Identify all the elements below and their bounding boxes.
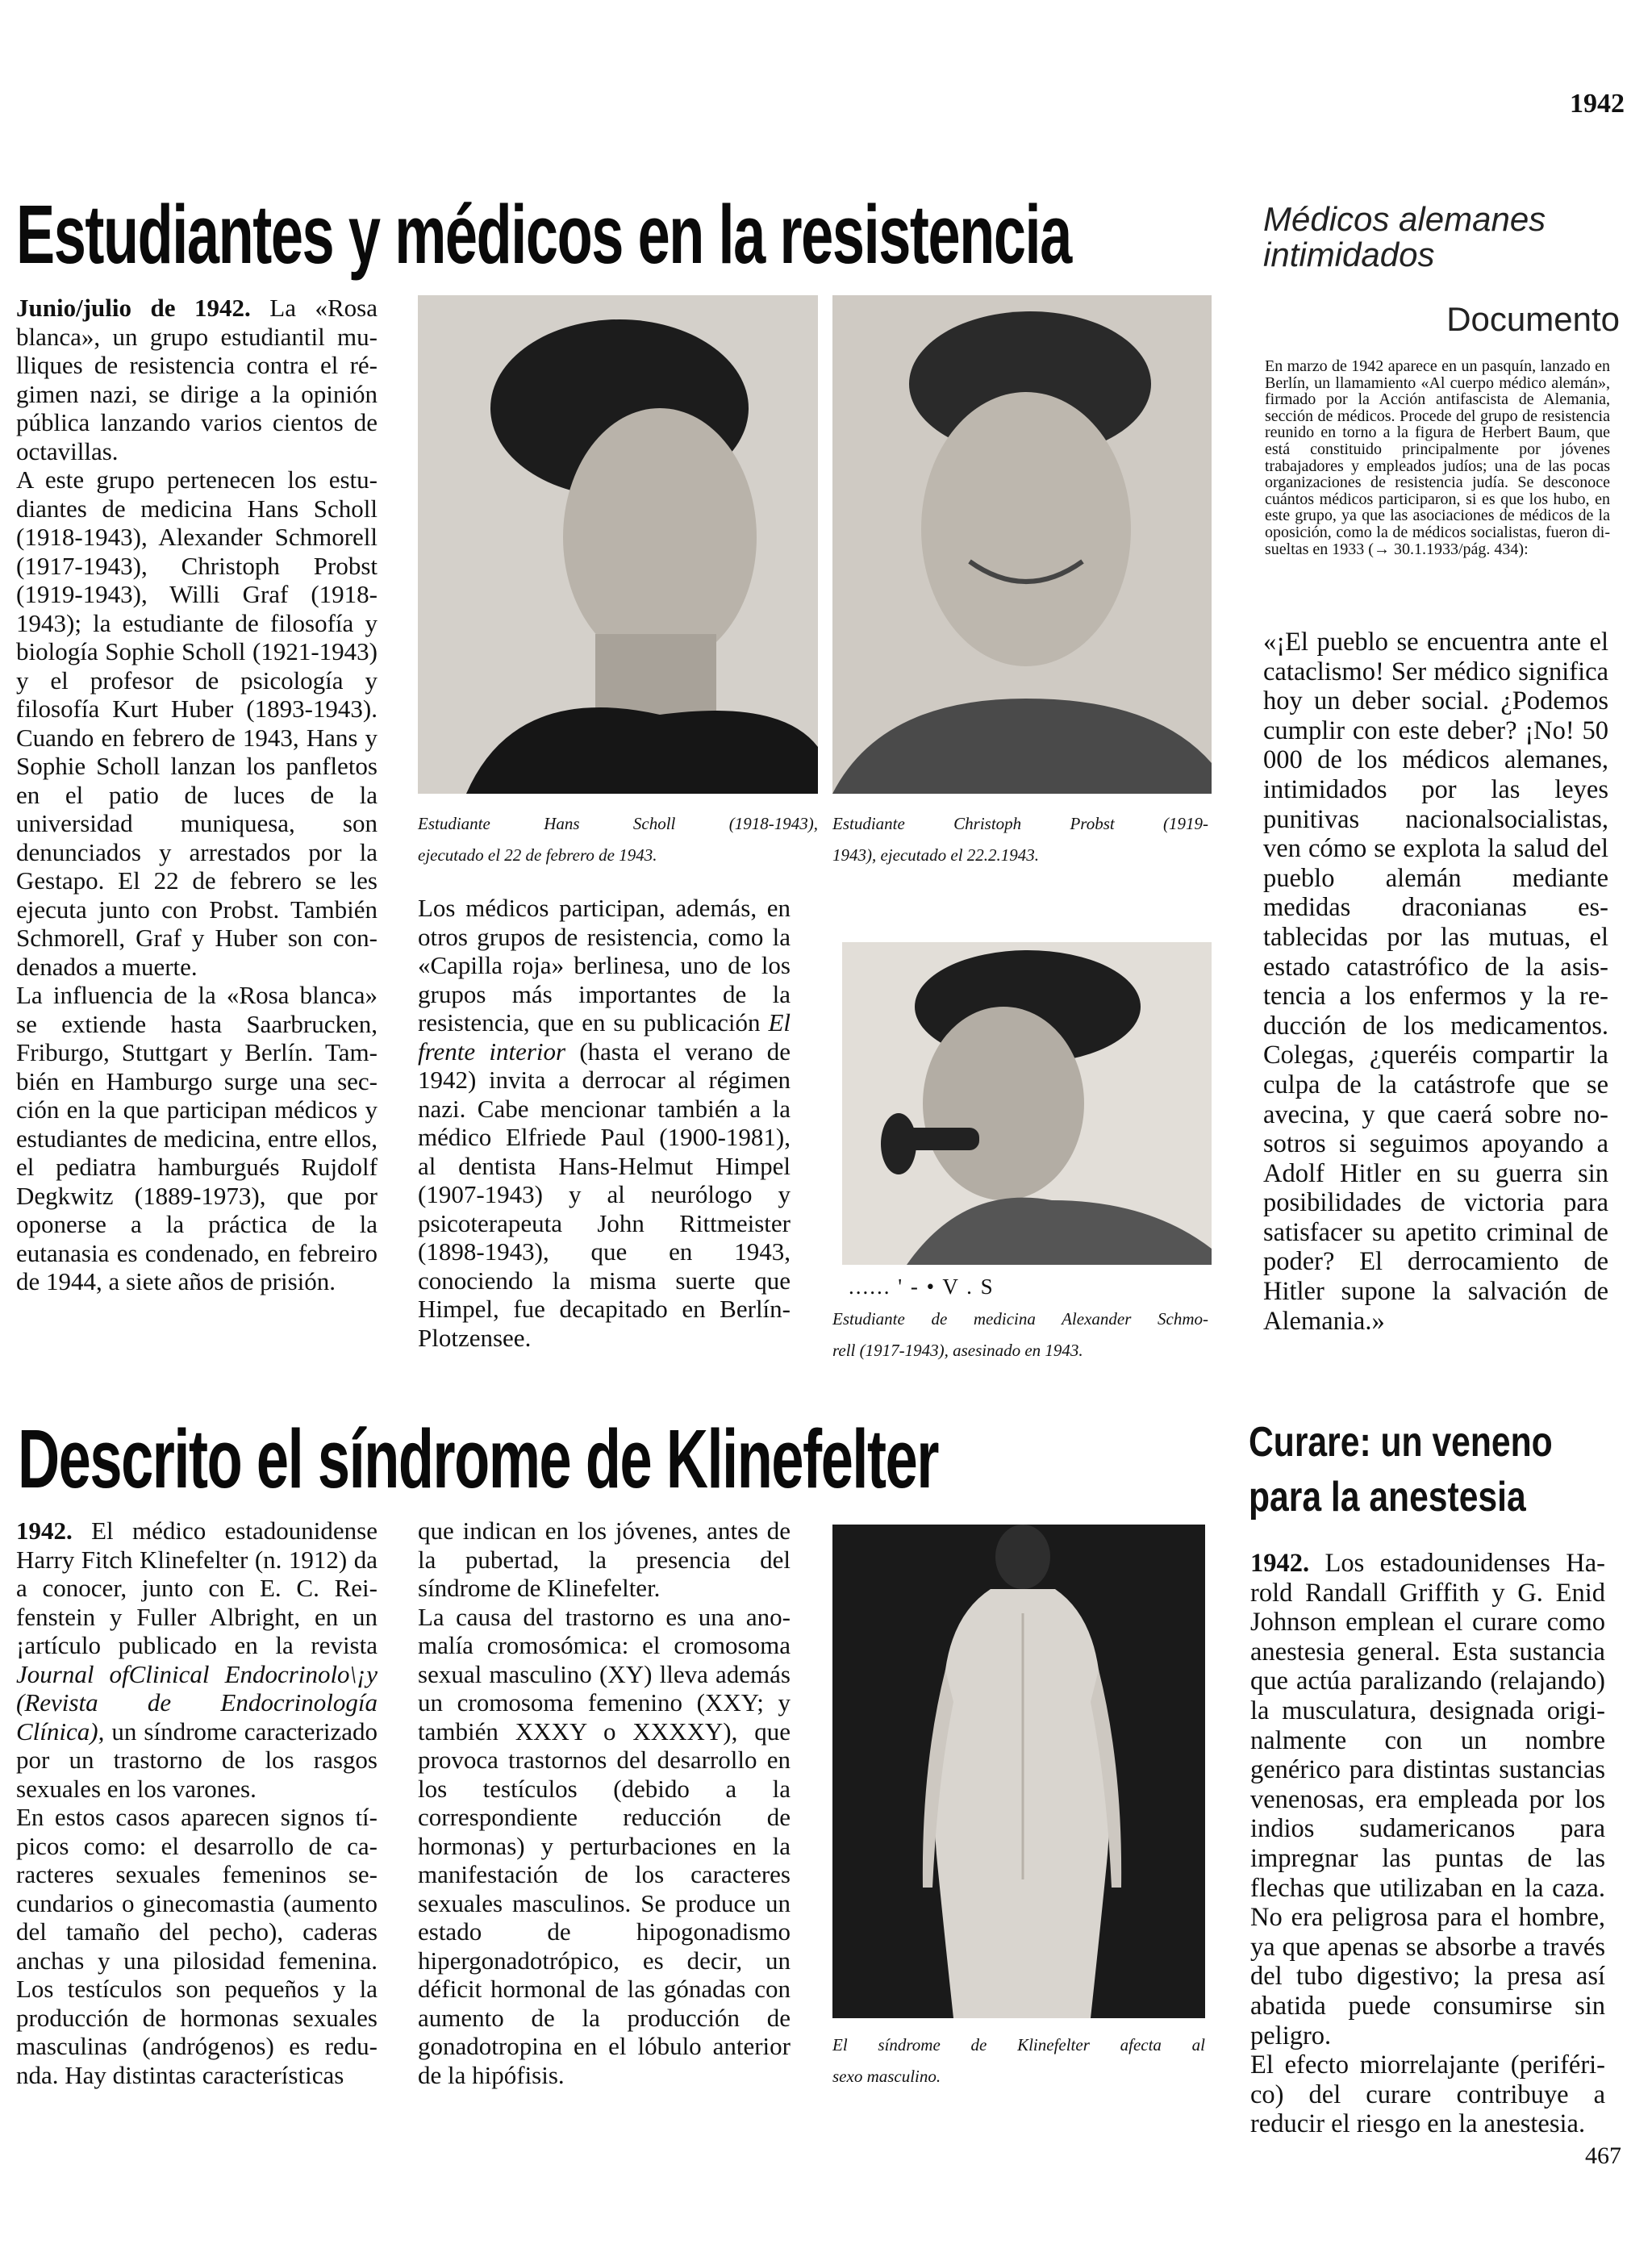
caption-alexander-schmorell [832,1304,1208,1366]
article1-para1 [16,294,378,465]
year-header: 1942 [1570,89,1625,119]
sidebar2-p1-text: Los estadounidenses Harold Randall Griffith y G. Enid Johnson emplean el curare como anestesia general. Esta sustancia que actúa paralizando (relajando) la musculatura, designada originalmente con un nombre genérico para distintas sustancias venenosas, era empleada por los indios sudamericanos para impregnar las puntas de las flechas que utilizaban en la caza. No era peligrosa para el hombre, ya que apenas se absorbe a través del tubo digestivo; la presa así abatida puede consumirse sin peligro. [1250,1549,1605,2050]
article2-title: Descrito el síndrome de Klinefelter [18,1412,939,1505]
article1-col2-em: El frente interior [418,1008,791,1066]
article1-title: Estudiantes y médicos en la resistencia [16,188,1071,281]
sidebar2-title [1249,1415,1553,1525]
article1-para1-text: La «Rosa blanca», un grupo estudiantil mulliques de resistencia contra el régimen nazi, se dirige a la opinión pública lanzando varios cientos de octavillas. [16,294,378,465]
caption-schmorell-line2: rell (1917-1943), asesinado en 1943. [832,1341,1083,1360]
article2-column1 [16,1516,378,2089]
caption-christoph-probst [832,808,1208,871]
sidebar2-body [1250,1549,1605,2139]
photo-hans-scholl [418,295,818,794]
sidebar1-title-line2: intimidados [1263,236,1435,273]
sidebar1-quote: «¡El pueblo se encuentra ante el cataclismo! Ser médico significa hoy un deber social. ¿Podemos cumplir con este deber? ¡No! 50 000 de los médicos alemanes, intimidados por las leyes punitivas nacionalsocialistas, ven cómo se explota la salud del pueblo alemán mediante medidas draconianas establecidas por las mutuas, el estado catastrófico de la asistencia a los enfermos y la reducción de los medicamentos. Colegas, ¿queréis compartir la culpa de la catástrofe que se avecina, y que caerá sobre nosotros si seguimos apoyando a Adolf Hitler en su guerra sin posibilidades de victoria para satisfacer su apetito criminal de poder? El derrocamiento de Hitler supone la salvación de Alemania.» [1263,628,1608,1336]
caption-hans-scholl-line2: ejecutado el 22 de febrero de 1943. [418,845,657,865]
article1-column2-para [418,894,791,1352]
caption-hans-scholl-line1: Estudiante Hans Scholl (1918-1943), [418,814,818,833]
article2-para2: En estos casos aparecen signos típicos como: el desarrollo de caracteres sexuales femeninos secundarios o ginecomastia (aumento del tamaño del pecho), caderas anchas y una pilosidad femenina. Los testículos son pequeños y la producción de hormonas sexuales masculinas (andrógenos) es redunda. Hay distintas características [16,1803,378,2089]
article1-column1 [16,294,378,1296]
caption-klinefelter [832,2029,1205,2092]
arrow-icon: → [1373,540,1390,558]
article2-lead-date: 1942. [16,1516,73,1545]
article1-column2 [418,894,791,1352]
article2-column2 [418,1516,791,2089]
sidebar1-intro-ref: 30.1.1933/pág. 434): [1389,540,1529,558]
sidebar2-title-line2: para la anestesia [1249,1474,1526,1521]
article1-col2-b: (hasta el verano de 1942) invita a derrocar al régimen nazi. Cabe mencionar también a la médico Elfriede Paul (1900-1981), al dentista Hans-Helmut Himpel (1907-1943) y al neurólogo y psicoterapeuta John Rittmeister (1898-1943), que en 1943, conociendo la misma suerte que Himpel, fue decapitado en Berlín-Plotzensee. [418,1037,791,1352]
caption-klinefelter-line2: sexo masculino. [832,2067,941,2086]
caption-christoph-probst-line2: 1943), ejecutado el 22.2.1943. [832,845,1040,865]
photo-alexander-schmorell [842,942,1212,1265]
caption-hans-scholl [418,808,818,871]
sidebar1-intro [1265,358,1610,557]
article2-p1-em: Journal ofClinical Endocrinolo\¡y (Revista de Endocrinología Clínica), [16,1659,378,1746]
caption-schmorell-artifact: ...... ' - • V . S [849,1274,995,1299]
sidebar2-para2: El efecto miorrelajante (periférico) del curare contribuye a reducir el riesgo en la anestesia. [1250,2050,1605,2139]
article1-para2: A este grupo pertenecen los estudiantes de medicina Hans Scholl (1918-1943), Alexander Schmorell (1917-1943), Christoph Probst (1919-1943), Willi Graf (1918-1943); la estudiante de filosofía y biología Sophie Scholl (1921-1943) y el profesor de psicología y filosofía Kurt Huber (1893-1943). Cuando en febrero de 1943, Hans y Sophie Scholl lanzan los panfletos en el patio de luces de la universidad muniquesa, son denunciados y arrestados por la Gestapo. El 22 de febrero se les ejecuta junto con Probst. También Schmorell, Graf y Huber son condenados a muerte. [16,465,378,981]
sidebar1-title [1263,202,1546,273]
article2-p1-b: un síndrome caracterizado por un trastorno de los rasgos sexuales en los varones. [16,1717,378,1803]
caption-schmorell-line1: Estudiante de medicina Alexander Schmo- [832,1309,1208,1329]
sidebar1-intro-text: En marzo de 1942 aparece en un pasquín, lanzado en Berlín, un llamamiento «Al cuerpo médico alemán», firmado por la Acción antifascista de Alemania, sección de médicos. Procede del grupo de resistencia reunido en torno a la figura de Herbert Baum, que está constituido principalmente por jóvenes trabajadores y empleados judíos; una de las pocas organizaciones de resistencia judía. Se desconoce cuántos médicos participaron, si es que los hubo, en este grupo, ya que las asociaciones de médicos de la oposición, como la de médicos socialistas, fueron disueltas en 1933 ( [1265,357,1610,558]
article1-col2-a: Los médicos participan, además, en otros grupos de resistencia, como la «Capilla roja» berlinesa, uno de los grupos más importantes de la resistencia, que en su publicación [418,894,791,1037]
article2-para1 [16,1516,378,1803]
article1-lead-date: Junio/julio de 1942. [16,294,251,322]
sidebar2-lead-date: 1942. [1250,1549,1310,1578]
sidebar1-title-line1: Médicos alemanes [1263,200,1546,238]
sidebar2-para1 [1250,1549,1605,2050]
photo-christoph-probst [832,295,1212,794]
article2-col2-para1: que indican en los jóvenes, antes de la pubertad, la presencia del síndrome de Klinefelter. [418,1516,791,1602]
caption-christoph-probst-line1: Estudiante Christoph Probst (1919- [832,814,1208,833]
photo-klinefelter [832,1525,1205,2018]
page-number: 467 [1585,2142,1621,2169]
caption-klinefelter-line1: El síndrome de Klinefelter afecta al [832,2035,1205,2055]
sidebar1-label: Documento [1446,300,1620,338]
article2-p1-a: El médico estadounidense Harry Fitch Klinefelter (n. 1912) da a conocer, junto con E. C. Reifenstein y Fuller Albright, en un ¡artículo publicado en la revista [16,1516,378,1659]
article2-col2-para2: La causa del trastorno es una anomalía cromosómica: el cromosoma sexual masculino (XY) lleva además un cromosoma femenino (XXY; y también XXXY o XXXXY), que provoca trastornos del desarrollo en los testículos (debido a la correspondiente reducción de hormonas) y perturbaciones en la manifestación de los caracteres sexuales masculinos. Se produce un estado de hipogonadismo hipergonadotrópico, es decir, un déficit hormonal de las gónadas con aumento de la producción de gonadotropina en el lóbulo anterior de la hipófisis. [418,1602,791,2089]
sidebar2-title-line1: Curare: un veneno [1249,1419,1553,1466]
article1-para3: La influencia de la «Rosa blanca» se extiende hasta Saarbrucken, Friburgo, Stuttgart y Berlín. También en Hamburgo surge una sección en la que participan médicos y estudiantes de medicina, entre ellos, el pediatra hamburgués Rujdolf Degkwitz (1889-1973), que por oponerse a la práctica de la eutanasia es condenado, en febreiro de 1944, a siete años de prisión. [16,981,378,1295]
